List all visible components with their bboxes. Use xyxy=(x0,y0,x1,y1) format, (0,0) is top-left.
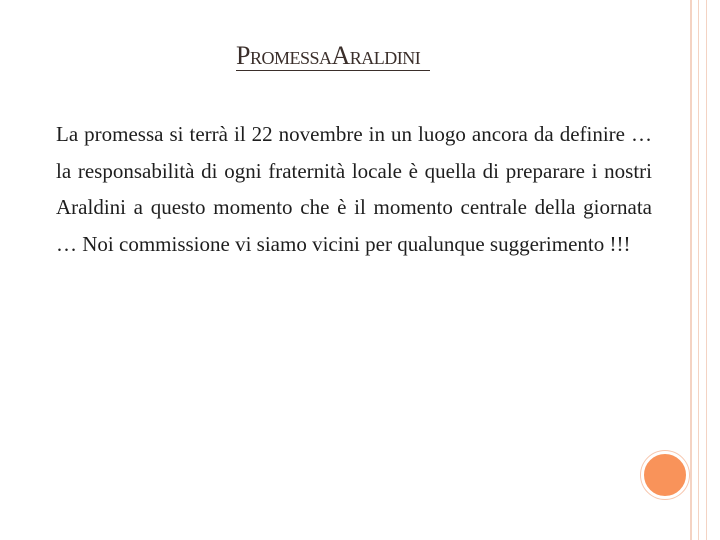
slide-title: PromessaAraldini xyxy=(236,41,421,70)
decorative-rule xyxy=(698,0,699,540)
slide-body-text: La promessa si terrà il 22 novembre in un luogo ancora da definire … la responsabilità di ogni fraternità locale è quella di preparare i nostri Araldini a questo momento che è il momento centrale della giornata … Noi commissione vi siamo vicini per qualunque suggerimento !!! xyxy=(56,122,652,256)
title-underline xyxy=(236,70,430,71)
decorative-rule xyxy=(706,0,707,540)
decorative-rule xyxy=(690,0,692,540)
accent-circle-icon xyxy=(641,451,689,499)
